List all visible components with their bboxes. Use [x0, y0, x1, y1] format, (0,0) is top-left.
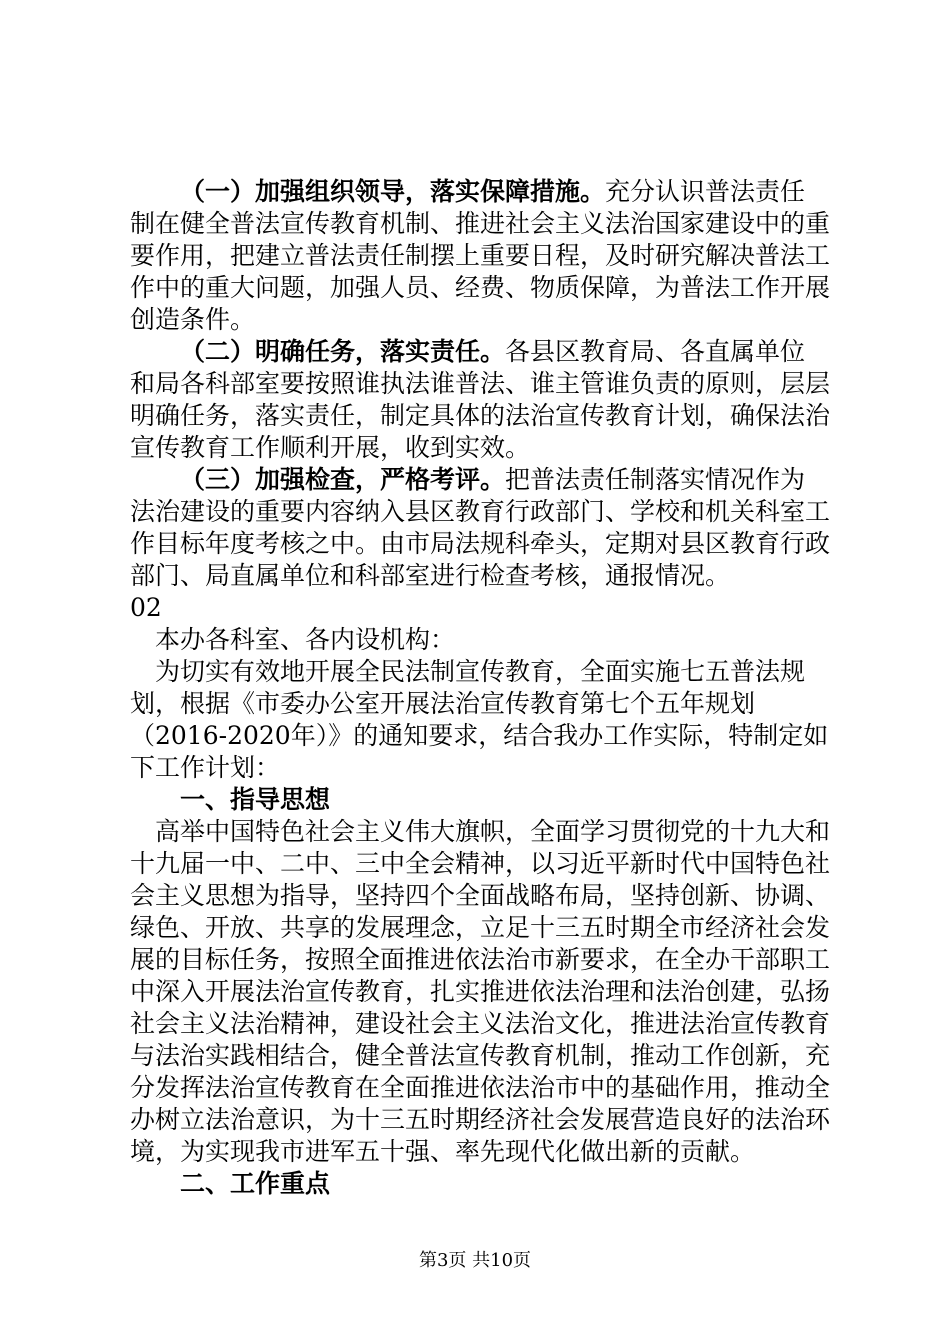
section-number: 02: [130, 593, 162, 622]
heading-guiding-ideology: 一、指导思想: [180, 785, 331, 814]
subheading-3: （三）加强检查，严格考评。: [180, 465, 506, 494]
subheading-1: （一）加强组织领导，落实保障措施。: [180, 177, 606, 206]
document-body: [130, 176, 830, 1200]
intro-paragraph: 为切实有效地开展全民法制宣传教育，全面实施七五普法规划，根据《市委办公室开展法治宣传教育第七个五年规划（2016-2020年）》的通知要求，结合我办工作实际，特制定如下工作计划：: [130, 657, 829, 782]
salutation: 本办各科室、各内设机构：: [155, 625, 456, 654]
paragraph-1: [130, 176, 830, 336]
paragraph-2: [130, 336, 830, 464]
paragraph-3: [130, 464, 830, 592]
page-footer: 第3页 共10页: [418, 1250, 532, 1271]
guiding-paragraph: 高举中国特色社会主义伟大旗帜，全面学习贯彻党的十九大和十九届一中、二中、三中全会精神，以习近平新时代中国特色社会主义思想为指导，坚持四个全面战略布局，坚持创新、协调、绿色、开放、共享的发展理念，立足十三五时期全市经济社会发展的目标任务，按照全面推进依法治市新要求，在全办干部职工中深入开展法治宣传教育，扎实推进依法治理和法治创建，弘扬社会主义法治精神，建设社会主义法治文化，推进法治宣传教育与法治实践相结合，健全普法宣传教育机制，推动工作创新，充分发挥法治宣传教育在全面推进依法治市中的基础作用，推动全办树立法治意识，为十三五时期经济社会发展营造良好的法治环境，为实现我市进军五十强、率先现代化做出新的贡献。: [130, 817, 831, 1166]
paragraph-2-text: 各县区教育局、各直属单位和局各科部室要按照谁执法谁普法、谁主管谁负责的原则，层层明确任务，落实责任，制定具体的法治宣传教育计划，确保法治宣传教育工作顺利开展，收到实效。: [130, 337, 831, 462]
paragraph-3-text: 把普法责任制落实情况作为法治建设的重要内容纳入县区教育行政部门、学校和机关科室工作目标年度考核之中。由市局法规科牵头，定期对县区教育行政部门、局直属单位和科部室进行检查考核，通报情况。: [130, 465, 831, 590]
heading-work-focus: 二、工作重点: [180, 1169, 331, 1198]
paragraph-1-text: 充分认识普法责任制在健全普法宣传教育机制、推进社会主义法治国家建设中的重要作用，把建立普法责任制摆上重要日程，及时研究解决普法工作中的重大问题，加强人员、经费、物质保障，为普法工作开展创造条件。: [130, 177, 831, 334]
subheading-2: （二）明确任务，落实责任。: [180, 337, 506, 366]
